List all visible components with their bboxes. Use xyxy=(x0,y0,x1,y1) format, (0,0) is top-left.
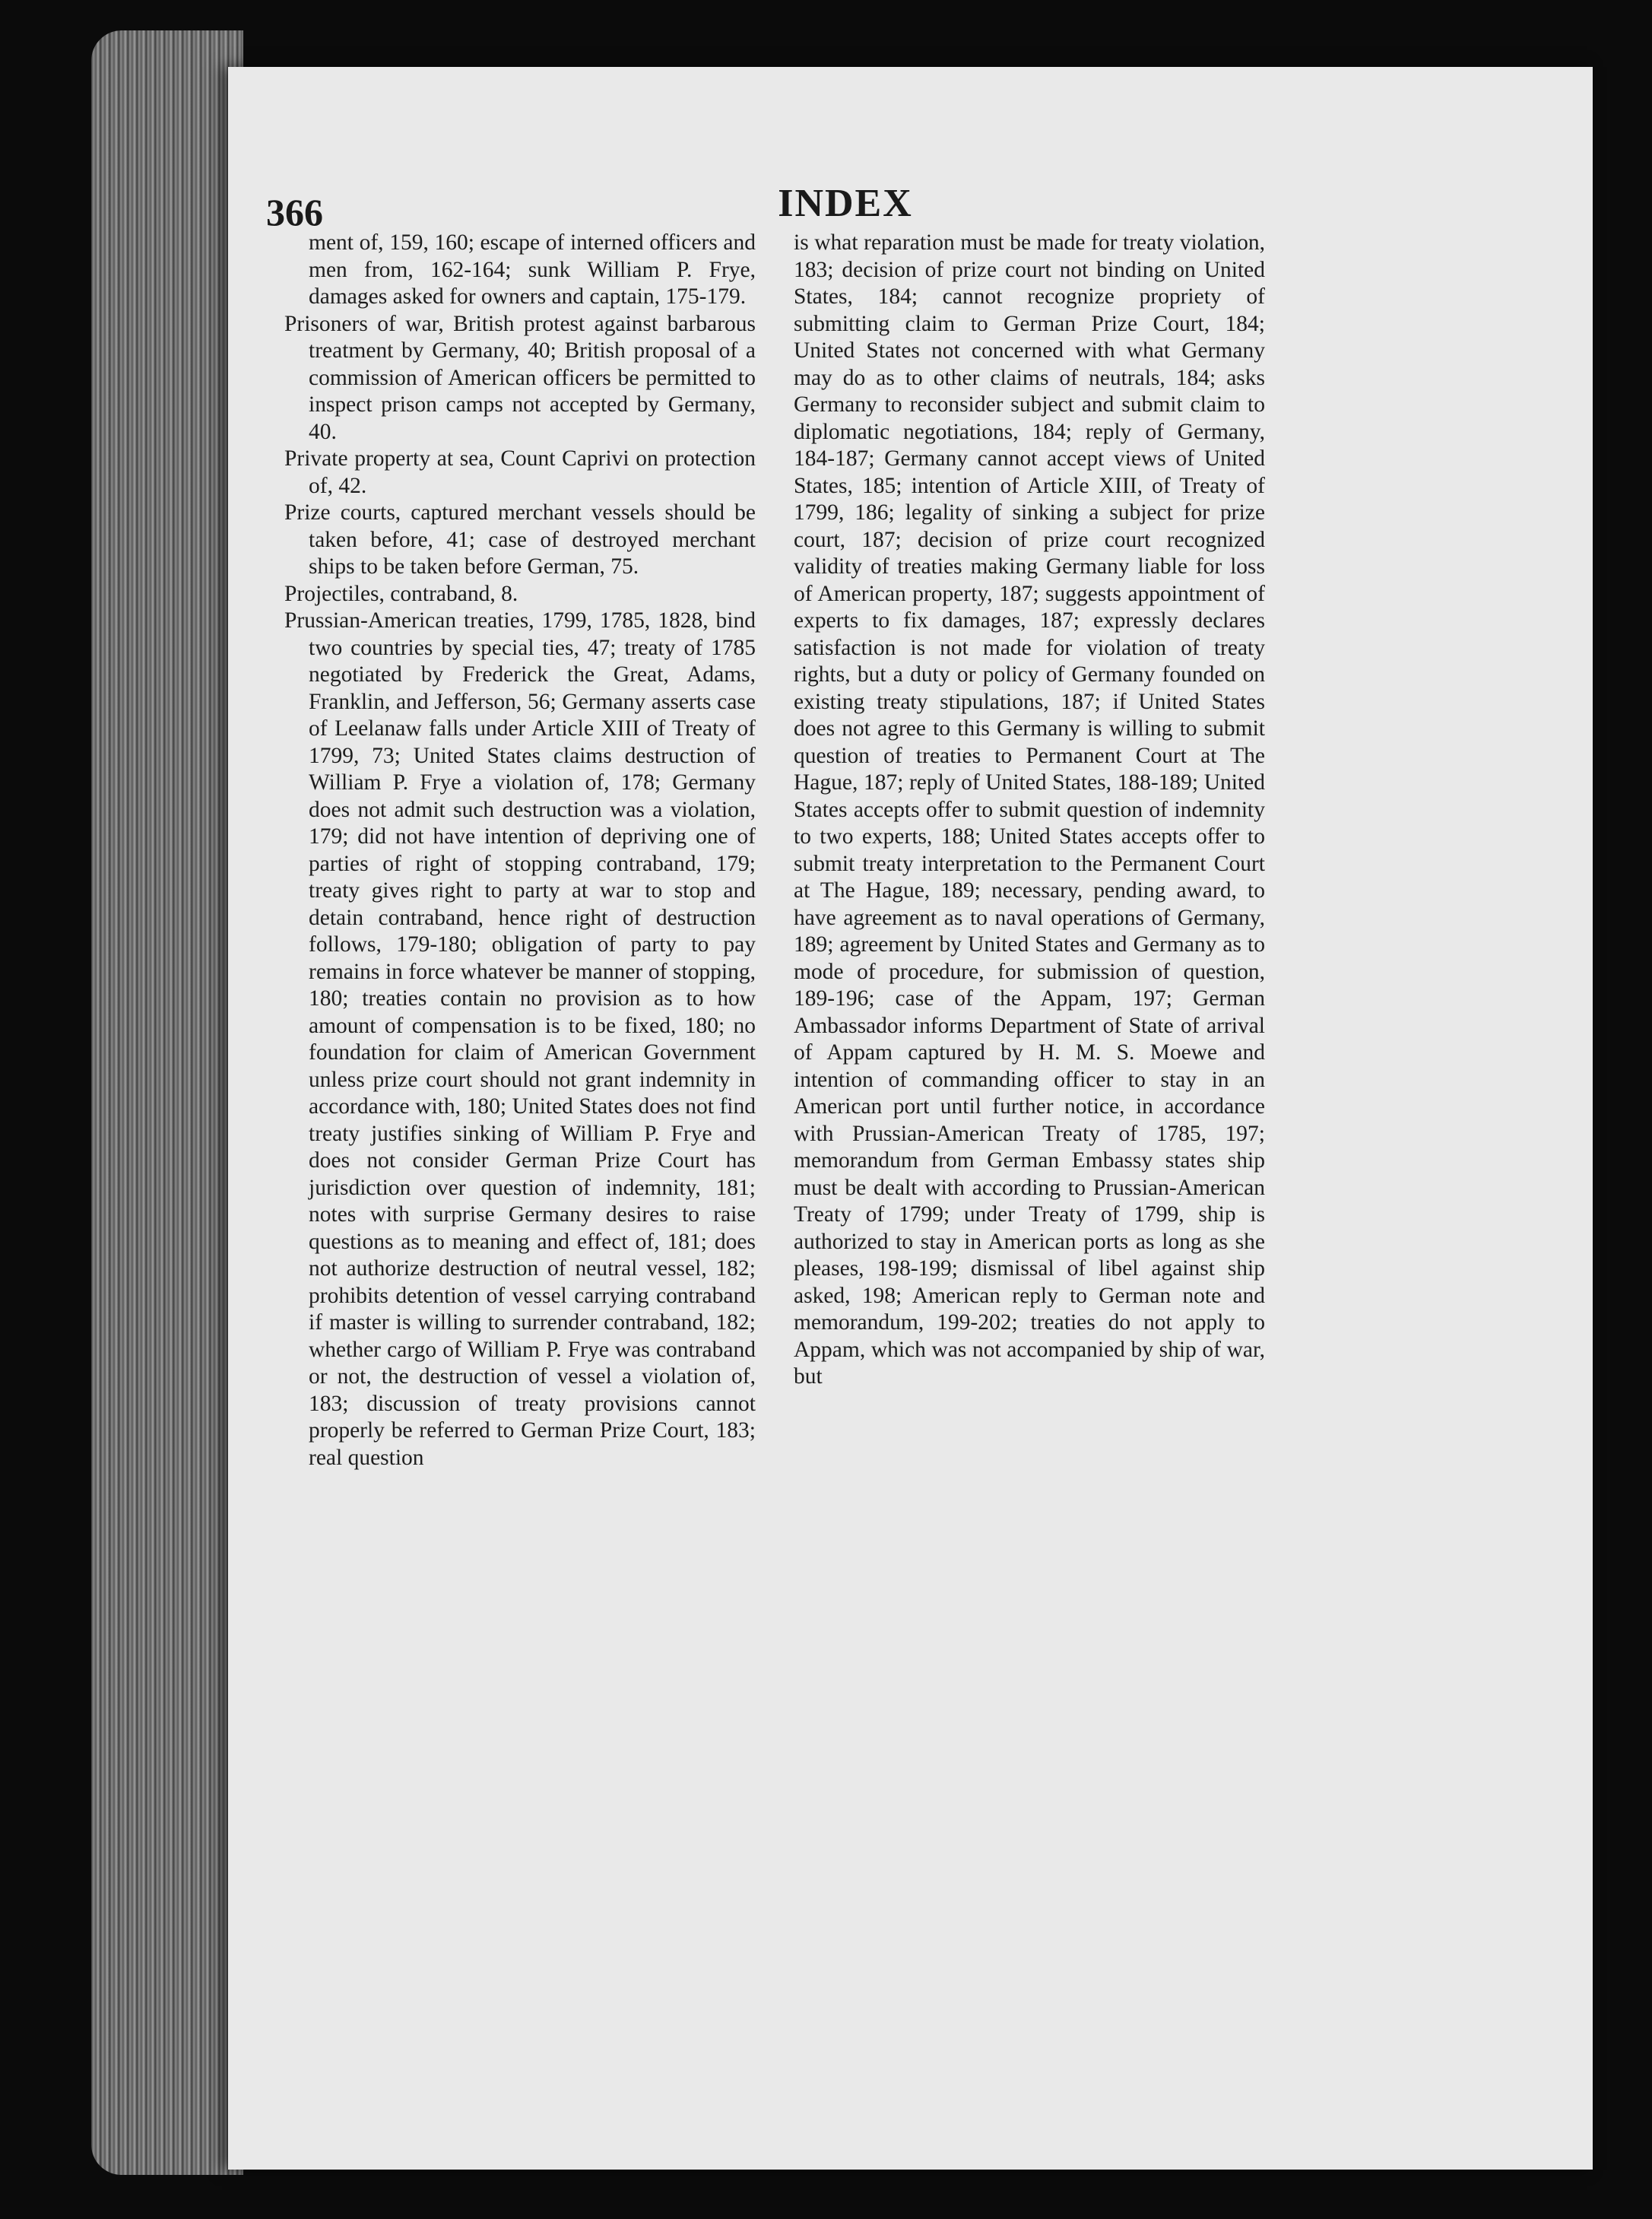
running-head: INDEX xyxy=(778,182,913,225)
index-entry: ment of, 159, 160; escape of interned officers and men from, 162-164; sunk William P. Frye, damages asked for owners and captain, 175-179. xyxy=(309,230,756,309)
index-entry: Private property at sea, Count Caprivi on protection of, 42. xyxy=(284,446,756,498)
book-edge xyxy=(91,30,243,2175)
index-entry: Projectiles, contraband, 8. xyxy=(284,581,518,606)
index-entry: Prize courts, captured merchant vessels should be taken before, 41; case of destroyed merchant ships to be taken before German, 75. xyxy=(284,500,756,579)
index-entry: Prussian-American treaties, 1799, 1785, 1828, bind two countries by special ties, 47; treaty of 1785 negotiated by Frederick the Great, Adams, Franklin, and Jefferson, 56; Germany asserts case of Leelanaw falls under Article XIII of Treaty of 1799, 73; United States claims destruction of William P. Frye a violation of, 178; Germany does not admit such destruction was a violation, 179; did not have intention of depriving one of parties of right of stopping contraband, 179; treaty gives right to party at war to stop and detain contraband, hence right of destruction follows, 179-180; obligation of party to pay remains in force whatever be manner of stopping, 180; treaties contain no provision as to how amount of compensation is to be fixed, 180; no foundation for claim of American Government unless prize court should not grant indemnity in accordance with, 180; United States does not find treaty justifies sinking of William P. Frye and does not consider German Prize Court has jurisdiction over question of indemnity, 181; notes with surprise Germany desires to raise questions as to meaning and effect of, 181; does not authorize destruction of neutral vessel, 182; prohibits detention of vessel carrying contraband if master is willing to surrender contraband, 182; whether cargo of William P. Frye was contraband or not, the destruction of vessel a violation of, 183; discussion of treaty provisions cannot properly be referred to German Prize Court, 183; real question xyxy=(284,608,756,1470)
index-entry: Prisoners of war, British protest against barbarous treatment by Germany, 40; British proposal of a commission of American officers be permitted to inspect prison camps not accepted by Germany, 40. xyxy=(284,311,756,444)
right-column xyxy=(794,230,1265,1391)
page-number: 366 xyxy=(266,191,323,233)
index-entry: is what reparation must be made for treaty violation, 183; decision of prize court not binding on United States, 184; cannot recognize propriety of submitting claim to German Prize Court, 184; United States not concerned with what Germany may do as to other claims of neutrals, 184; asks Germany to reconsider subject and submit claim to diplomatic negotiations, 184; reply of Germany, 184-187; Germany cannot accept views of United States, 185; intention of Article XIII, of Treaty of 1799, 186; legality of sinking a subject for prize court, 187; decision of prize court recognized validity of treaties making Germany liable for loss of American property, 187; suggests appointment of experts to fix damages, 187; expressly declares satisfaction is not made for violation of treaty rights, but a duty or policy of Germany founded on existing treaty stipulations, 187; if United States does not agree to this Germany is willing to submit question of treaties to Permanent Court at The Hague, 187; reply of United States, 188-189; United States accepts offer to submit question of indemnity to two experts, 188; United States accepts offer to submit treaty interpretation to the Permanent Court at The Hague, 189; necessary, pending award, to have agreement as to naval operations of Germany, 189; agreement by United States and Germany as to mode of procedure, for submission of question, 189-196; case of the Appam, 197; German Ambassador informs Department of State of arrival of Appam captured by H. M. S. Moewe and intention of commanding officer to stay in an American port until further notice, in accordance with Prussian-American Treaty of 1785, 197; memorandum from German Embassy states ship must be dealt with according to Prussian-American Treaty of 1799; under Treaty of 1799, ship is authorized to stay in American ports as long as she pleases, 198-199; dismissal of libel against ship asked, 198; American reply to German note and memorandum, 199-202; treaties do not apply to Appam, which was not accompanied by ship of war, but xyxy=(794,230,1265,1389)
left-column xyxy=(284,230,756,1471)
